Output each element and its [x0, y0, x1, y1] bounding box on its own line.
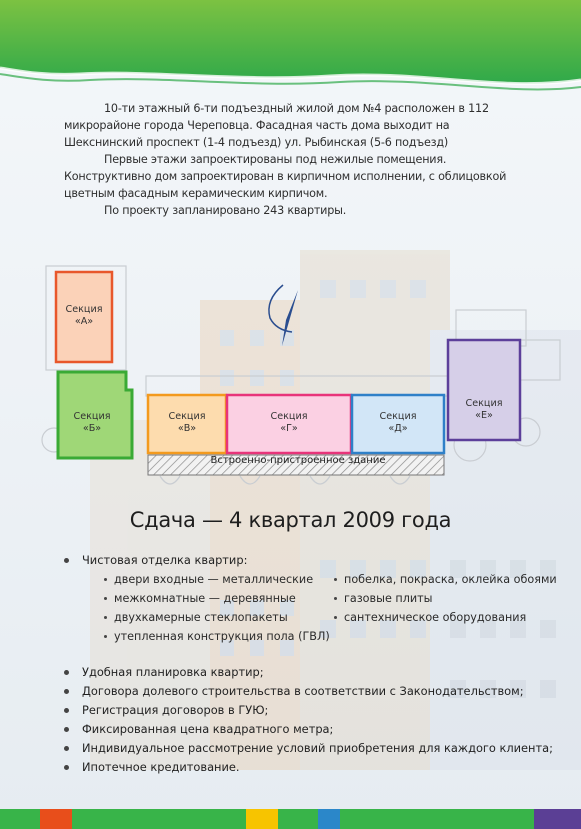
intro-paragraph-2: Первые этажи запроектированы под нежилые помещения. Конструктивно дом запроектирован в кирпичном исполнении, с облицовкой цветным фасадным керамическим кирпичом. — [64, 153, 507, 200]
bullet-icon — [64, 708, 69, 713]
section-b-label: Секция «Б» — [73, 411, 111, 434]
completion-headline: Сдача — 4 квартал 2009 года — [129, 508, 452, 532]
bullet-icon — [64, 746, 69, 751]
bullet-icon — [64, 689, 69, 694]
sub-item: побелка, покраска, оклейка обоями — [334, 573, 557, 586]
bullet-icon — [64, 765, 69, 770]
sub-item: утепленная конструкция пола (ГВЛ) — [104, 630, 330, 643]
bullet-icon — [64, 727, 69, 732]
section-d-label: Секция «Д» — [379, 411, 417, 434]
section-e-label: Секция «Е» — [465, 398, 503, 421]
section-v-label: Секция «В» — [168, 411, 206, 434]
footer-orange-block — [40, 809, 72, 829]
sub-item: сантехническое оборудования — [334, 611, 526, 624]
footer-purple-block — [534, 809, 581, 829]
sub-item: газовые плиты — [334, 592, 432, 605]
section-a-label: Секция «А» — [65, 304, 103, 327]
sub-item: двери входные — металлические — [104, 573, 313, 586]
footer-strip — [0, 809, 581, 829]
intro-paragraph-3: По проекту запланировано 243 квартиры. — [104, 204, 347, 217]
bullet-icon — [64, 670, 69, 675]
sub-item: межкомнатные — деревянные — [104, 592, 296, 605]
bullet-icon — [64, 558, 69, 563]
intro-paragraph-1: 10-ти этажный 6-ти подъездный жилой дом №4 расположен в 112 микрорайоне города Череповца. Фасадная часть дома выходит на Шекснинский проспект (1-4 подъезд) ул. Рыбинская (5-6 подъезд) — [64, 102, 489, 149]
compass-icon — [269, 285, 298, 346]
builtin-building-label: Встроенно-пристроенное здание — [210, 455, 386, 466]
footer-blue-block — [318, 809, 340, 829]
footer-yellow-block — [246, 809, 278, 829]
intro-text — [64, 100, 524, 219]
sub-item: двухкамерные стеклопакеты — [104, 611, 288, 624]
section-g-label: Секция «Г» — [270, 411, 308, 434]
floor-plan — [0, 258, 581, 488]
